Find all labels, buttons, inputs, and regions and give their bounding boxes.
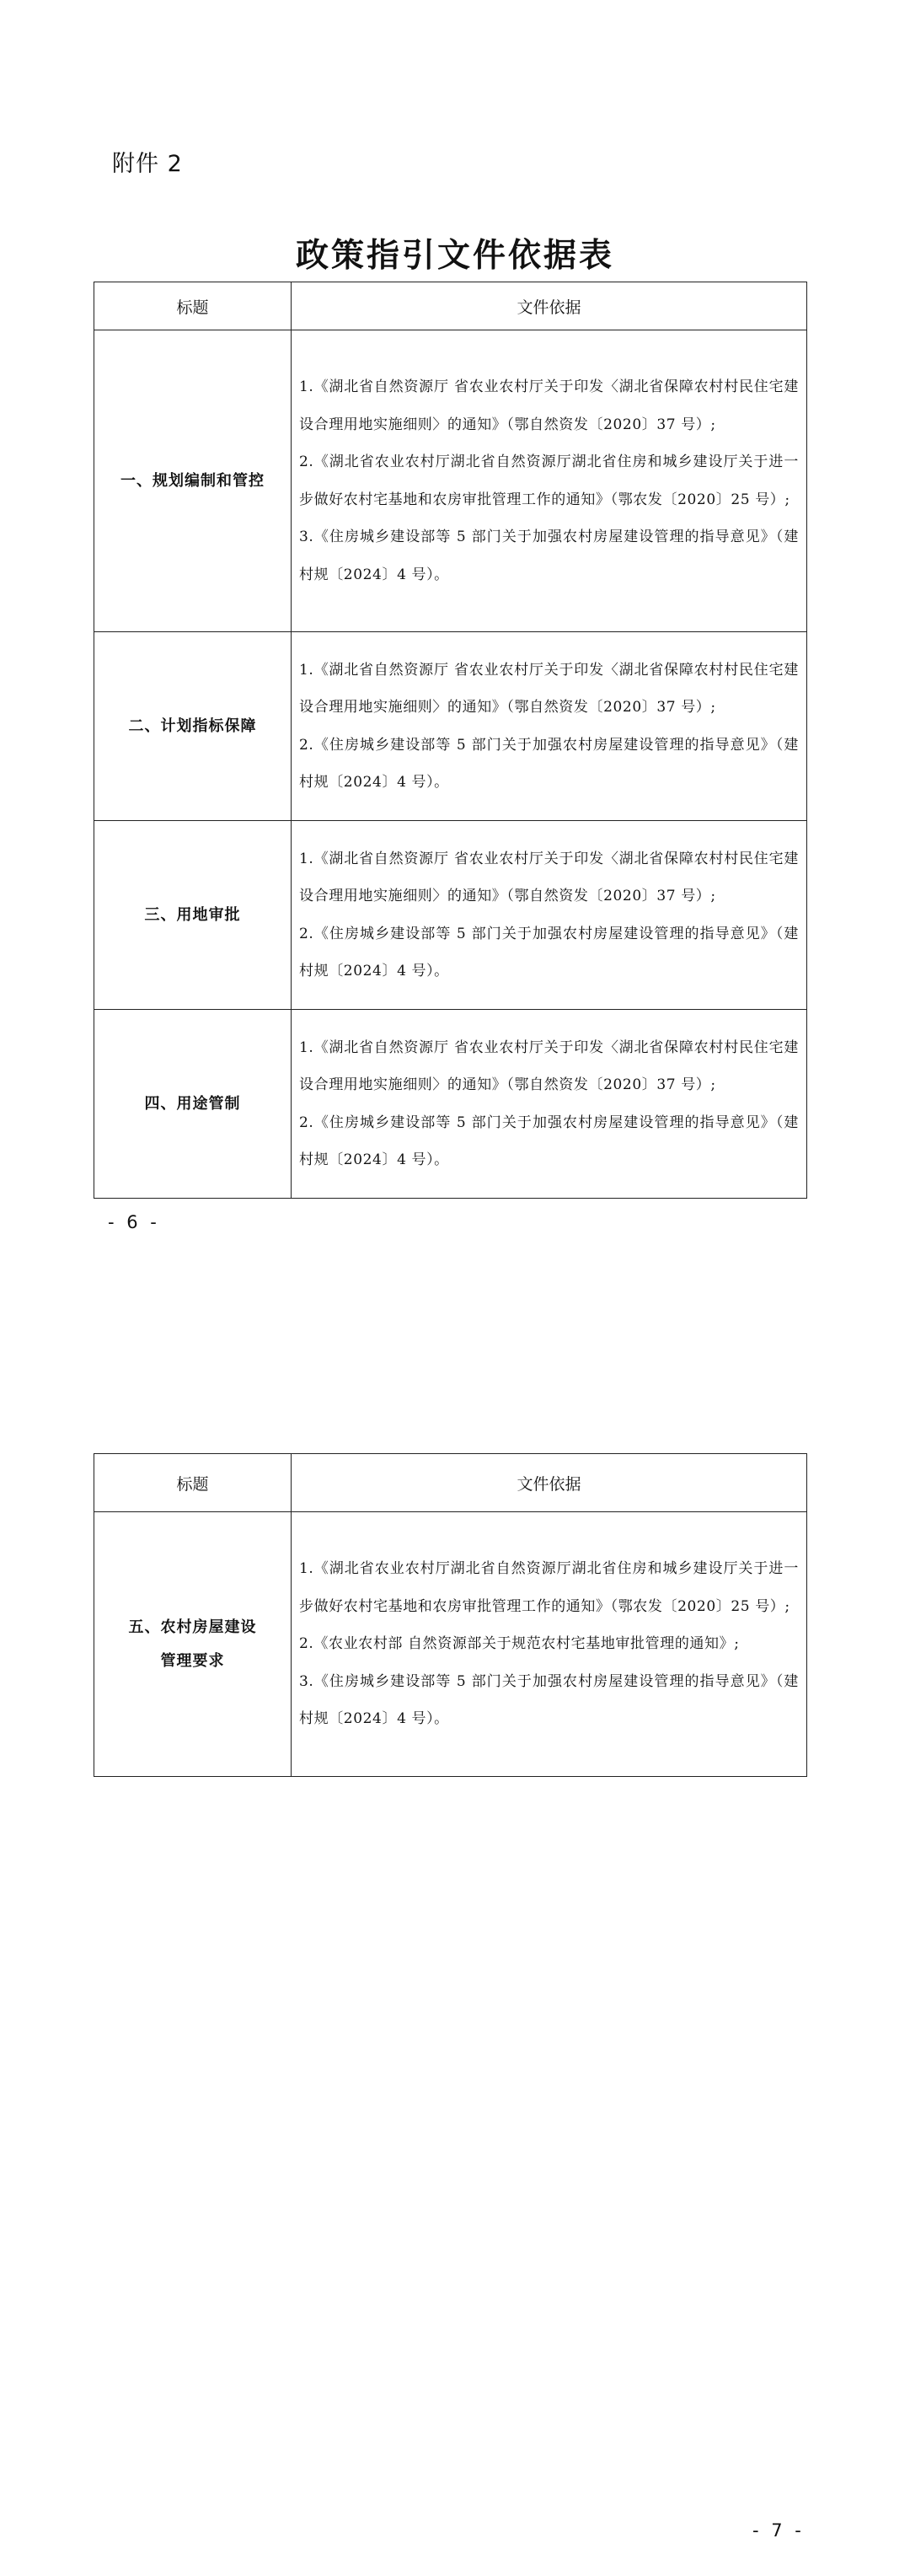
basis-item: 3.《住房城乡建设部等 5 部门关于加强农村房屋建设管理的指导意见》（建村规〔2024〕4 号）。 (299, 529, 799, 583)
page-number: - 6 - (108, 1212, 160, 1232)
basis-item: 2.《住房城乡建设部等 5 部门关于加强农村房屋建设管理的指导意见》（建村规〔2024〕4 号）。 (299, 925, 799, 979)
row-basis-use-control (292, 1010, 807, 1199)
basis-item: 1.《湖北省自然资源厅 省农业农村厅关于印发〈湖北省保障农村村民住宅建设合理用地实施细则〉的通知》（鄂自然资发〔2020〕37 号）; (299, 378, 799, 433)
header-basis: 文件依据 (292, 282, 807, 330)
category-line: 五、农村房屋建设 (128, 1618, 257, 1636)
table-row (94, 330, 807, 632)
basis-item: 1.《湖北省自然资源厅 省农业农村厅关于印发〈湖北省保障农村村民住宅建设合理用地实施细则〉的通知》（鄂自然资发〔2020〕37 号）; (299, 1038, 799, 1093)
table-row (94, 1512, 807, 1777)
table-header-row (94, 1454, 807, 1512)
basis-item: 1.《湖北省自然资源厅 省农业农村厅关于印发〈湖北省保障农村村民住宅建设合理用地实施细则〉的通知》（鄂自然资发〔2020〕37 号）; (299, 661, 799, 716)
table-header-row (94, 282, 807, 330)
table-row (94, 632, 807, 821)
table-row (94, 821, 807, 1010)
page-number: - 7 - (752, 2520, 805, 2541)
header-title: 标题 (94, 1454, 292, 1512)
policy-basis-table-page-6 (94, 282, 807, 1199)
table-row (94, 1010, 807, 1199)
row-category-quota: 二、计划指标保障 (94, 632, 292, 821)
category-line: 管理要求 (160, 1651, 225, 1670)
attachment-label: 附件 2 (112, 151, 183, 177)
basis-item: 2.《住房城乡建设部等 5 部门关于加强农村房屋建设管理的指导意见》（建村规〔2024〕4 号）。 (299, 736, 799, 791)
row-basis-housing-management (292, 1512, 807, 1777)
policy-basis-table-page-7 (94, 1453, 807, 1777)
row-basis-land-approval (292, 821, 807, 1010)
basis-item: 2.《湖北省农业农村厅湖北省自然资源厅湖北省住房和城乡建设厅关于进一步做好农村宅基地和农房审批管理工作的通知》（鄂农发〔2020〕25 号）; (299, 453, 799, 508)
basis-item: 3.《住房城乡建设部等 5 部门关于加强农村房屋建设管理的指导意见》（建村规〔2024〕4 号）。 (299, 1672, 799, 1728)
row-basis-planning (292, 330, 807, 632)
row-category-planning: 一、规划编制和管控 (94, 330, 292, 632)
basis-item: 1.《湖北省农业农村厅湖北省自然资源厅湖北省住房和城乡建设厅关于进一步做好农村宅基地和农房审批管理工作的通知》（鄂农发〔2020〕25 号）; (299, 1560, 799, 1615)
basis-item: 2.《农业农村部 自然资源部关于规范农村宅基地审批管理的通知》; (299, 1635, 740, 1653)
row-basis-quota (292, 632, 807, 821)
document-title: 政策指引文件依据表 (295, 236, 614, 275)
row-category-housing-management (94, 1512, 292, 1777)
header-title: 标题 (94, 282, 292, 330)
header-basis: 文件依据 (292, 1454, 807, 1512)
row-category-use-control: 四、用途管制 (94, 1010, 292, 1199)
basis-item: 1.《湖北省自然资源厅 省农业农村厅关于印发〈湖北省保障农村村民住宅建设合理用地实施细则〉的通知》（鄂自然资发〔2020〕37 号）; (299, 850, 799, 904)
basis-item: 2.《住房城乡建设部等 5 部门关于加强农村房屋建设管理的指导意见》（建村规〔2024〕4 号）。 (299, 1114, 799, 1168)
row-category-land-approval: 三、用地审批 (94, 821, 292, 1010)
